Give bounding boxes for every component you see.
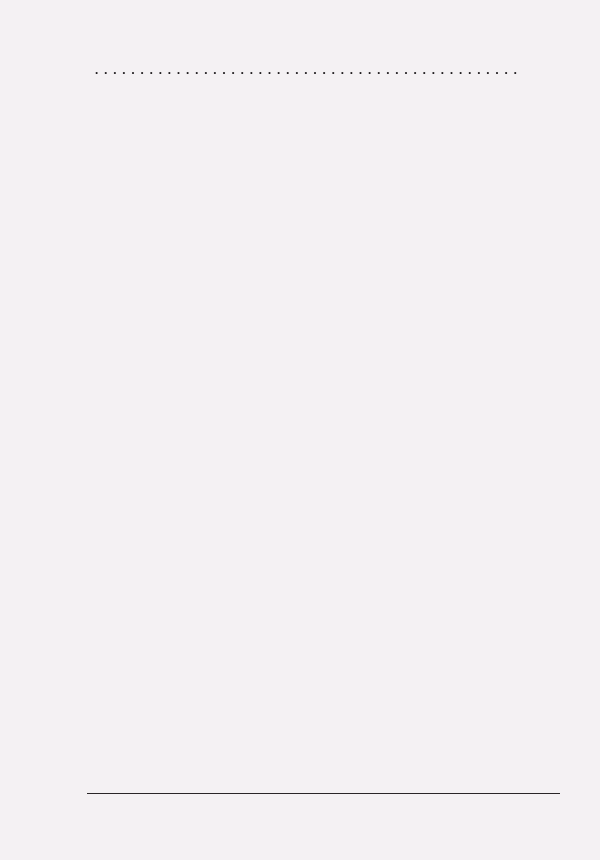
table-of-contents [89, 44, 562, 88]
chapter-heading [89, 62, 562, 78]
footer-rule [87, 793, 560, 794]
leader-dots [95, 62, 560, 78]
